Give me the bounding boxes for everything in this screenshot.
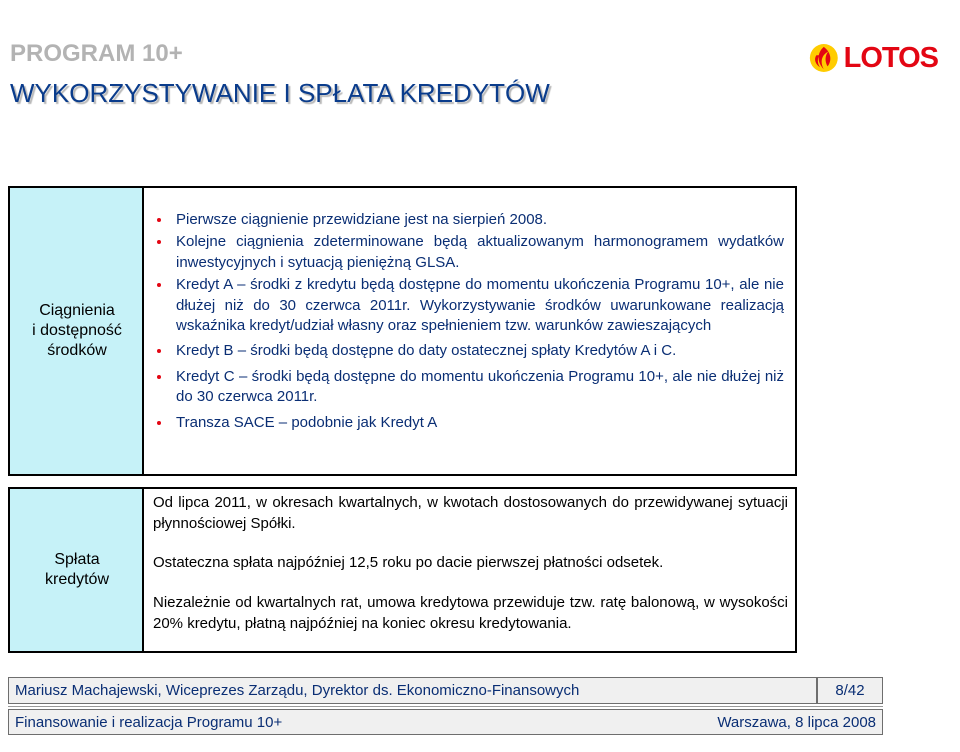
list-item [154,275,784,336]
list-item-text: Kolejne ciągnienia zdeterminowane będą aktualizowanym harmonogramem wydatków inwestycyjnych i sytuacją pieniężną GLSA. [176,233,784,271]
bullet-icon [157,218,161,222]
drawdowns-panel [142,186,797,476]
list-item [154,413,784,433]
section-label-repayment [8,487,146,653]
list-item [154,341,784,361]
footer-subject: Finansowanie i realizacja Programu 10+ [15,713,283,731]
list-item [154,367,784,408]
page-number-text: 8/42 [835,682,865,699]
list-item [154,210,784,230]
drawdowns-list [154,210,784,438]
bullet-icon [157,375,161,379]
section-label-line: Ciągnienia [39,302,115,319]
logo-text: LOTOS [843,41,938,74]
footer-bar [8,709,883,735]
list-item-text: Kredyt C – środki będą dostępne do momentu ukończenia Programu 10+, ale nie dłużej niż do 30 czerwca 2011r. [176,367,784,406]
list-item-text: Transza SACE – podobnie jak Kredyt A [176,413,438,431]
repayment-paragraph: Od lipca 2011, w okresach kwartalnych, w kwotach dostosowanych do przewidywanej sytuacji płynnościowej Spółki. [153,494,788,532]
repayment-paragraph: Niezależnie od kwartalnych rat, umowa kredytowa przewiduje tzw. ratę balonową, w wysokości 20% kredytu, płatną najpóźniej na koniec okresu kredytowania. [153,594,788,632]
bullet-icon [157,421,161,425]
section-label-line: środków [47,342,107,359]
footer-place-date: Warszawa, 8 lipca 2008 [717,713,876,731]
program-label: PROGRAM 10+ [10,40,183,67]
section-label-line: Spłata [54,551,100,568]
footer-divider [8,706,883,707]
page-title: WYKORZYSTYWANIE I SPŁATA KREDYTÓW [10,78,550,108]
list-item [154,232,784,273]
repayment-paragraph: Ostateczna spłata najpóźniej 12,5 roku po dacie pierwszej płatności odsetek. [153,554,664,571]
section-label-line: i dostępność [32,322,122,339]
list-item-text: Kredyt A – środki z kredytu będą dostępne do momentu ukończenia Programu 10+, ale nie dłużej niż do 30 czerwca 2011r. Wykorzystywanie środków uwarunkowane realizacją wskaźnika kredyt/udział własny oraz spełnieniem tzw. warunków zawieszających [176,276,784,335]
bullet-icon [157,283,161,287]
section-label-line: kredytów [44,571,110,588]
bullet-icon [157,240,161,244]
repayment-panel [142,487,797,653]
list-item-text: Kredyt B – środki będą dostępne do daty ostatecznej spłaty Kredytów A i C. [176,342,677,360]
footer-author [8,677,817,704]
list-item-text: Pierwsze ciągnienie przewidziane jest na sierpień 2008. [176,211,548,228]
lotos-flame-icon [808,41,840,75]
footer-page-number [817,677,883,704]
section-label-drawdowns [8,186,146,476]
bullet-icon [157,349,161,353]
lotos-logo [808,38,938,78]
footer-author-text: Mariusz Machajewski, Wiceprezes Zarządu, Dyrektor ds. Ekonomiczno-Finansowych [15,682,580,699]
